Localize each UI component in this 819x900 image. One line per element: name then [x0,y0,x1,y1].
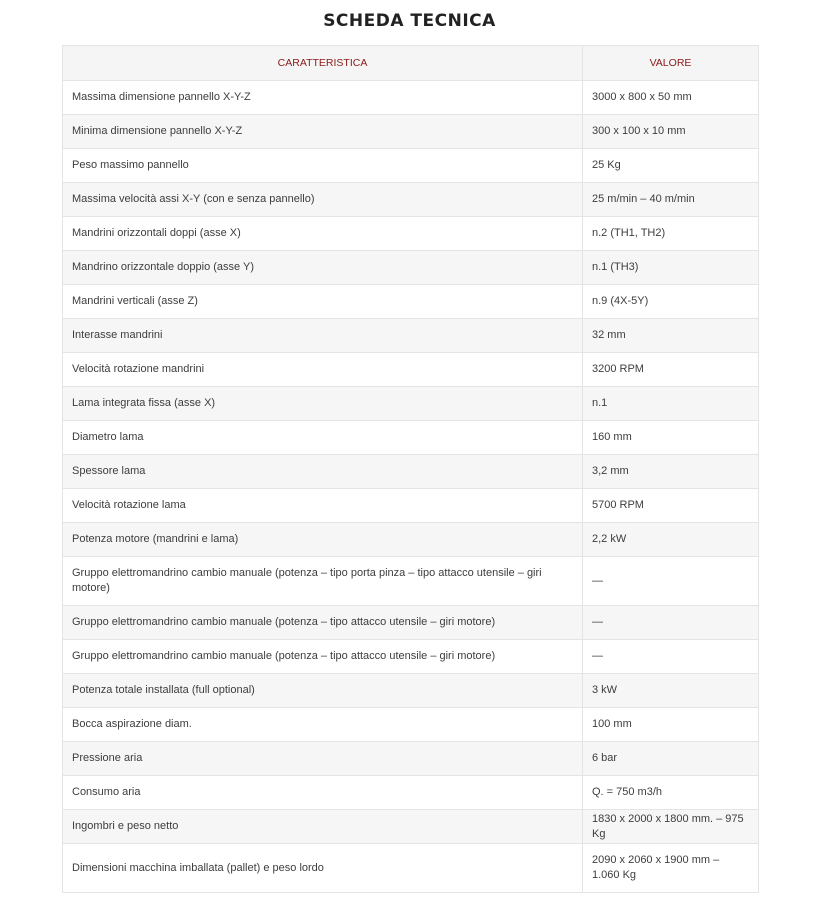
feature-cell: Potenza motore (mandrini e lama) [63,523,583,557]
table-row [63,674,759,708]
value-cell: 25 Kg [583,149,759,183]
table-row [63,810,759,844]
feature-cell: Minima dimensione pannello X-Y-Z [63,115,583,149]
value-cell: 1830 x 2000 x 1800 mm. – 975 Kg [583,810,759,844]
value-cell: — [583,606,759,640]
feature-cell: Bocca aspirazione diam. [63,708,583,742]
value-cell: n.2 (TH1, TH2) [583,217,759,251]
feature-cell: Mandrino orizzontale doppio (asse Y) [63,251,583,285]
feature-cell: Lama integrata fissa (asse X) [63,387,583,421]
feature-cell: Dimensioni macchina imballata (pallet) e peso lordo [63,844,583,893]
value-cell: 6 bar [583,742,759,776]
feature-cell: Mandrini verticali (asse Z) [63,285,583,319]
specs-table [62,45,759,893]
feature-cell: Velocità rotazione mandrini [63,353,583,387]
value-cell: 160 mm [583,421,759,455]
table-row [63,455,759,489]
table-row [63,776,759,810]
feature-cell: Massima dimensione pannello X-Y-Z [63,81,583,115]
feature-cell: Pressione aria [63,742,583,776]
value-cell: 100 mm [583,708,759,742]
value-cell: n.1 (TH3) [583,251,759,285]
feature-cell: Velocità rotazione lama [63,489,583,523]
feature-cell: Gruppo elettromandrino cambio manuale (potenza – tipo attacco utensile – giri motore) [63,640,583,674]
value-cell: 2090 x 2060 x 1900 mm – 1.060 Kg [583,844,759,893]
feature-cell: Gruppo elettromandrino cambio manuale (potenza – tipo attacco utensile – giri motore) [63,606,583,640]
feature-cell: Spessore lama [63,455,583,489]
value-cell: n.1 [583,387,759,421]
value-cell: 3200 RPM [583,353,759,387]
feature-cell: Diametro lama [63,421,583,455]
feature-cell: Interasse mandrini [63,319,583,353]
table-row [63,353,759,387]
table-row [63,742,759,776]
page-title: SCHEDA TECNICA [323,11,496,31]
value-cell: n.9 (4X-5Y) [583,285,759,319]
feature-cell: Ingombri e peso netto [63,810,583,844]
value-cell: 300 x 100 x 10 mm [583,115,759,149]
table-row [63,557,759,606]
table-row [63,285,759,319]
feature-cell: Peso massimo pannello [63,149,583,183]
feature-cell: Mandrini orizzontali doppi (asse X) [63,217,583,251]
table-row [63,183,759,217]
table-row [63,489,759,523]
feature-cell: Massima velocità assi X-Y (con e senza pannello) [63,183,583,217]
table-row [63,319,759,353]
value-cell: 3 kW [583,674,759,708]
table-row [63,523,759,557]
value-cell: 32 mm [583,319,759,353]
table-row [63,149,759,183]
table-row [63,251,759,285]
table-row [63,708,759,742]
table-row [63,844,759,893]
feature-cell: Gruppo elettromandrino cambio manuale (potenza – tipo porta pinza – tipo attacco utensile – giri motore) [63,557,583,606]
feature-cell: Consumo aria [63,776,583,810]
value-cell: 25 m/min – 40 m/min [583,183,759,217]
value-cell: 5700 RPM [583,489,759,523]
table-header-row [63,46,759,81]
value-cell: Q. = 750 m3/h [583,776,759,810]
table-row [63,421,759,455]
feature-cell: Potenza totale installata (full optional) [63,674,583,708]
table-row [63,387,759,421]
value-cell: 2,2 kW [583,523,759,557]
column-header-feature: CARATTERISTICA [63,46,583,81]
specs-table-body [63,81,759,893]
value-cell: 3000 x 800 x 50 mm [583,81,759,115]
table-row [63,81,759,115]
column-header-value: VALORE [583,46,759,81]
table-row [63,115,759,149]
value-cell: 3,2 mm [583,455,759,489]
value-cell: — [583,557,759,606]
value-cell: — [583,640,759,674]
table-row [63,217,759,251]
table-row [63,606,759,640]
table-row [63,640,759,674]
